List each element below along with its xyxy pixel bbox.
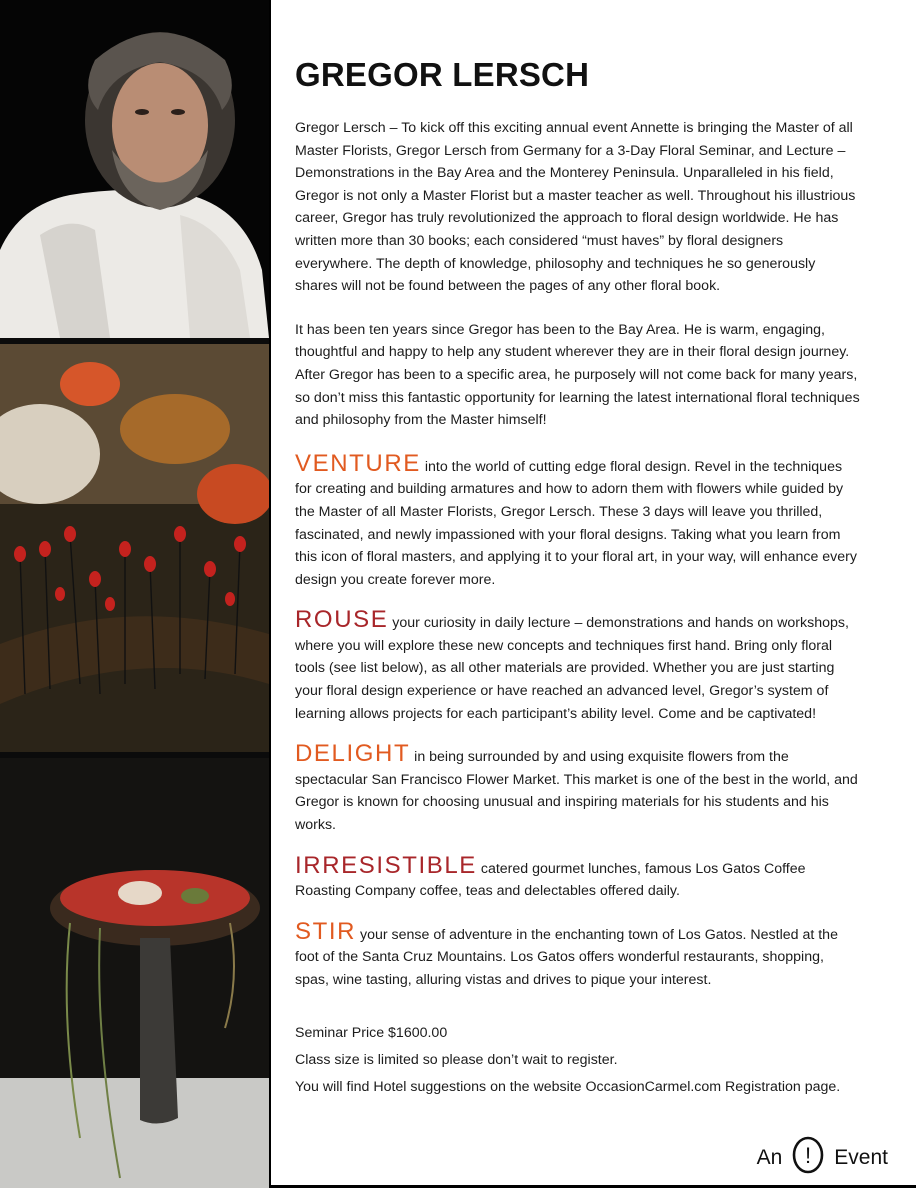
intro-paragraph: Gregor Lersch – To kick off this exciting annual event Annette is bringing the Master of all Master Florists, Gregor Lersch from Germany for a 3-Day Floral Seminar, and Lecture – Demonstrations in the Bay Area and the Monterey Peninsula. Unparalleled in his field, Gregor is not only a Master Florist but a master teacher as well. Throughout his illustrious career, Gregor has truly revolutionized the approach to floral design worldwide. He has written more than 30 books; each considered “must haves” by floral designers everywhere. The depth of knowledge, philosophy and techniques he so generously shares will not be found between the pages of any other floral book. xyxy=(295,120,856,295)
hotel-note: You will find Hotel suggestions on the website OccasionCarmel.com Registration page. xyxy=(295,1078,841,1095)
feature-paragraph-venture xyxy=(295,449,860,592)
page-title: GREGOR LERSCH xyxy=(295,56,590,93)
main-content xyxy=(295,55,860,1101)
seminar-info xyxy=(295,1020,860,1101)
feature-text: in being surrounded by and using exquisite flowers from the spectacular San Francisco Flower Market. This market is one of the best in the world, and Gregor is known for choosing unusual and inspiring materials for his students and his works. xyxy=(295,749,858,834)
photo-column xyxy=(0,0,269,1188)
feature-paragraph-delight xyxy=(295,740,860,836)
portrait-photo xyxy=(0,0,269,338)
feature-text: into the world of cutting edge floral design. Revel in the techniques for creating and building armatures and how to adorn them with flowers while guided by the Master of all Master Florists, Gregor Lersch. These 3 days will leave you thrilled, fascinated, and newly impassioned with your floral designs. Taking what you learn from this icon of floral masters, and applying it to your floral art, in your way, will enhance every design you create forever more. xyxy=(295,458,857,588)
feature-paragraph-rouse xyxy=(295,606,860,725)
floral-closeup-photo xyxy=(0,344,269,752)
feature-text: your curiosity in daily lecture – demonstrations and hands on workshops, where you will explore these new concepts and techniques first hand. Bring only floral tools (see list below), as all other materials are provided. Whether you are just starting your floral design experience or have reached an advanced level, Gregor’s system of learning allows projects for each participant’s ability level. Come and be captivated! xyxy=(295,615,849,722)
floral-arrangement-photo xyxy=(0,758,269,1188)
feature-keyword: DELIGHT xyxy=(295,740,411,768)
logo-glyph: ! xyxy=(805,1143,812,1168)
brand-prefix: An xyxy=(756,1146,783,1169)
feature-text: your sense of adventure in the enchanting town of Los Gatos. Nestled at the foot of the Santa Cruz Mountains. Los Gatos offers wonderful restaurants, shopping, spas, wine tasting, alluring vistas and drives to pique your interest. xyxy=(295,926,838,988)
intro-paragraph: It has been ten years since Gregor has been to the Bay Area. He is warm, engaging, thoughtful and happy to help any student wherever they are in their floral design journey. After Gregor has been to a specific area, he purposely will not come back for many years, so don’t miss this fantastic opportunity for learning the latest international floral techniques and philosophy from the Master himself! xyxy=(295,321,860,429)
feature-keyword: ROUSE xyxy=(295,606,389,634)
vertical-rule xyxy=(269,0,271,1188)
feature-keyword: STIR xyxy=(295,917,357,945)
occasion-logo-icon xyxy=(791,1136,825,1180)
feature-text: catered gourmet lunches, famous Los Gatos Coffee Roasting Company coffee, teas and delectables offered daily. xyxy=(295,860,806,900)
brand-suffix: Event xyxy=(834,1146,888,1169)
feature-keyword: VENTURE xyxy=(295,449,421,477)
feature-paragraph-stir xyxy=(295,917,860,992)
seminar-price: Seminar Price $1600.00 xyxy=(295,1024,448,1041)
feature-paragraph-irresistible xyxy=(295,851,860,903)
class-size-note: Class size is limited so please don’t wait to register. xyxy=(295,1051,618,1068)
feature-keyword: IRRESISTIBLE xyxy=(295,851,477,879)
brand-mark xyxy=(757,1136,888,1180)
